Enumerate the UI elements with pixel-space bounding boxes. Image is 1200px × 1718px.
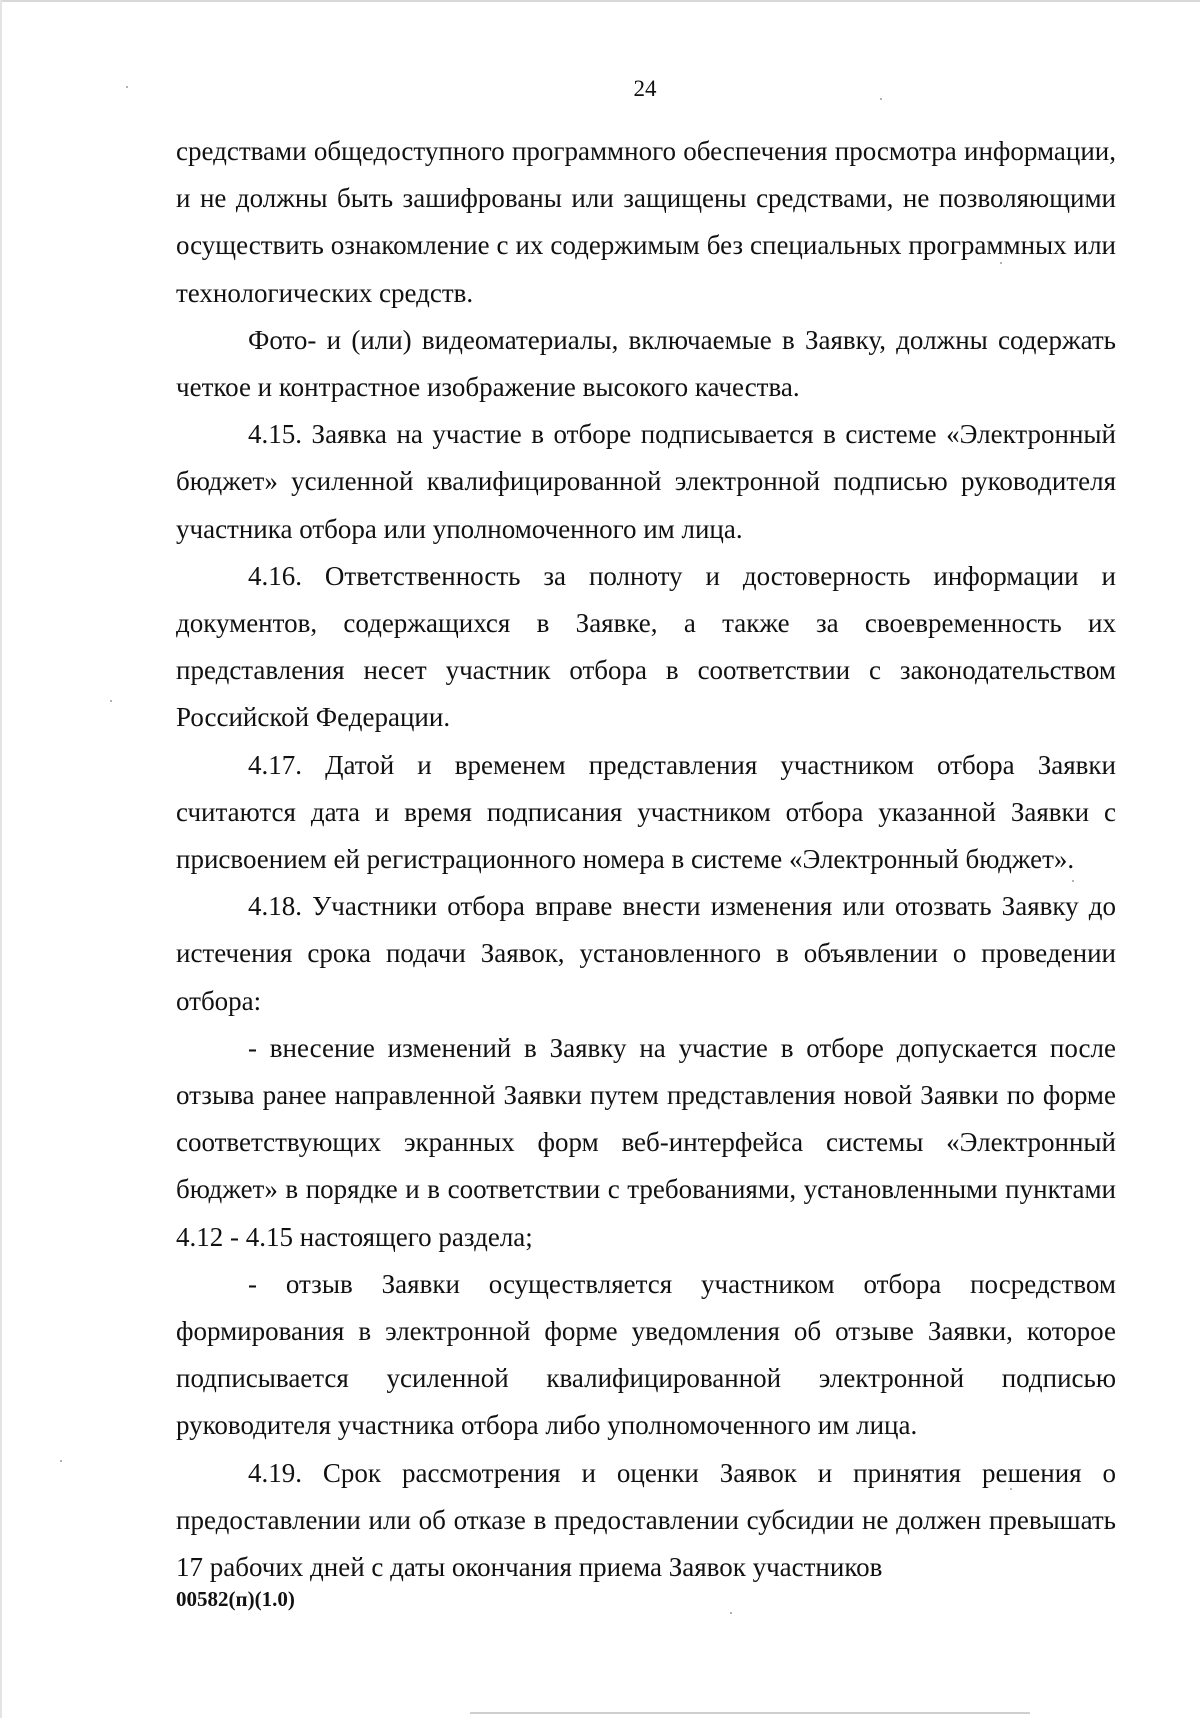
scan-speck (110, 700, 112, 702)
paragraph-1: средствами общедоступного программного обеспечения просмотра информации, и не должны быть зашифрованы или защищены средствами, не позволяющими осуществить ознакомление с их содержимым без специальных программных или технологических средств. (176, 136, 1116, 308)
paragraph-4-15: 4.15. Заявка на участие в отборе подписывается в системе «Электронный бюджет» усиленной квалифицированной электронной подписью руководителя участника отбора или уполномоченного им лица. (176, 419, 1116, 544)
list-item-withdrawal: - отзыв Заявки осуществляется участником отбора посредством формирования в электронной форме уведомления об отзыве Заявки, которое подписывается усиленной квалифицированной электронной подписью руководителя участника отбора либо уполномоченного им лица. (176, 1268, 1116, 1441)
scan-speck (126, 86, 128, 88)
scan-edge-left (0, 0, 2, 1718)
scan-edge-bottom (470, 1712, 1030, 1714)
list-item-changes: - внесение изменений в Заявку на участие в отборе допускается после отзыва ранее направленной Заявки путем представления новой Заявки по форме соответствующих экранных форм веб-интерфейса системы «Электронный бюджет» в порядке и в соответствии с требованиями, установленными пунктами 4.12 - 4.15 настоящего раздела; (176, 1032, 1116, 1252)
scan-speck (730, 1612, 732, 1614)
page-number: 24 (633, 76, 657, 101)
paragraph-4-16: 4.16. Ответственность за полноту и достоверность информации и документов, содержащихся в Заявке, а также за своевременность их представления несет участник отбора в соответствии с законодательством Российской Федерации. (176, 560, 1116, 733)
paragraph-2: Фото- и (или) видеоматериалы, включаемые в Заявку, должны содержать четкое и контрастное изображение высокого качества. (176, 324, 1116, 403)
scan-speck (60, 1460, 62, 1462)
scan-speck (1010, 1488, 1012, 1490)
paragraph-4-19: 4.19. Срок рассмотрения и оценки Заявок и принятия решения о предоставлении или об отказе в предоставлении субсидии не должен превышать 17 рабочих дней с даты окончания приема Заявок участников (176, 1457, 1116, 1583)
document-code: 00582(п)(1.0) (176, 1587, 295, 1611)
paragraph-4-18: 4.18. Участники отбора вправе внести изменения или отозвать Заявку до истечения срока подачи Заявок, установленного в объявлении о проведении отбора: (176, 891, 1116, 1016)
scan-speck (1072, 880, 1074, 882)
scan-speck (1000, 262, 1002, 264)
scan-speck (880, 98, 882, 100)
paragraph-4-17: 4.17. Датой и временем представления участником отбора Заявки считаются дата и время подписания участником отбора указанной Заявки с присвоением ей регистрационного номера в системе «Электронный бюджет». (176, 749, 1116, 875)
scan-edge-top (0, 0, 1200, 2)
document-body (176, 128, 1116, 1591)
